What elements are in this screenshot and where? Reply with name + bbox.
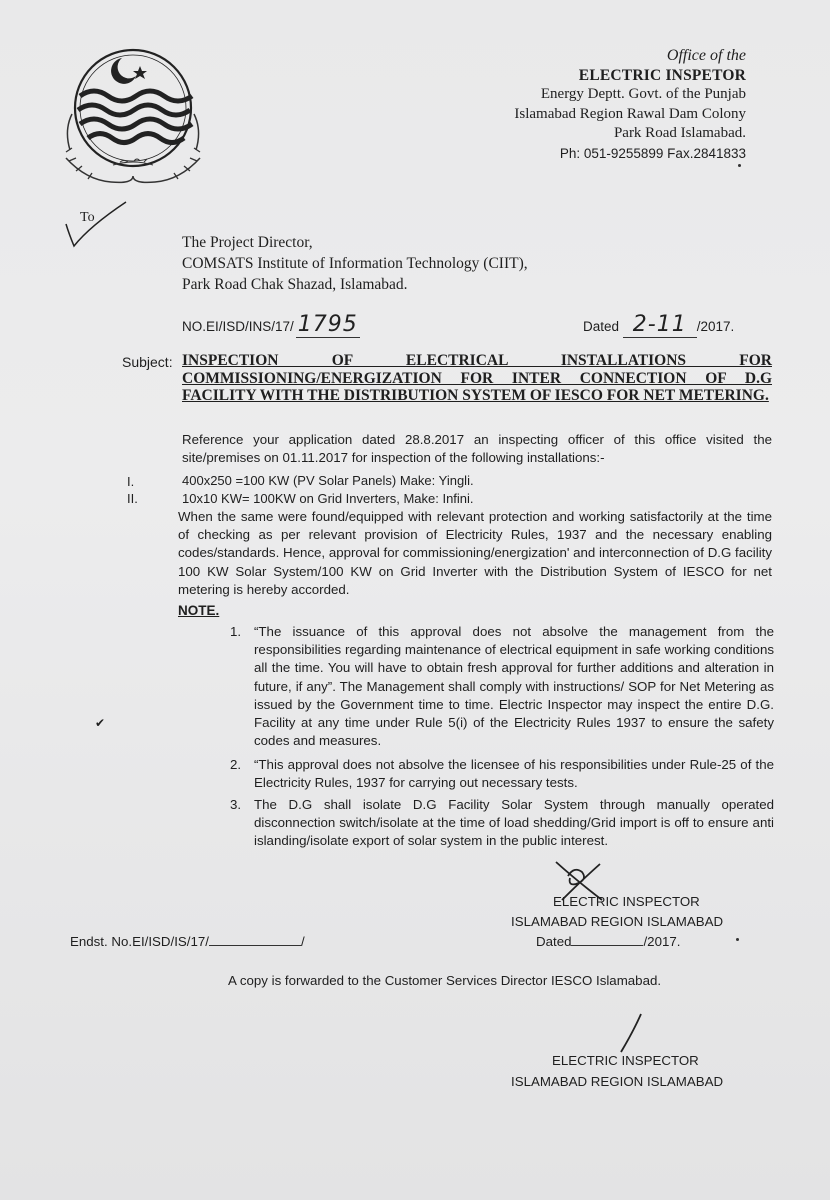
margin-tick-mark: ✔ [95,716,106,730]
addressee-line-2: COMSATS Institute of Information Technology (CIIT), [182,255,528,272]
installation-number: II. [127,491,138,506]
office-phone: Ph: 051-9255899 Fax.2841833 [559,145,746,161]
addressee-line-3: Park Road Chak Shazad, Islamabad. [182,276,408,293]
addressee-line-1: The Project Director, [182,234,313,251]
endorsement-prefix: Endst. No.EI/ISD/IS/17/ [70,934,209,949]
endorsement-suffix: / [300,934,305,949]
reference-prefix: NO.EI/ISD/INS/17/ [182,319,294,334]
note-number: 2. [230,757,242,772]
note-item: “The issuance of this approval does not absolve the management from the responsibilities regarding maintenance of electrical equipment in safe working conditions all the time. You will have to obtain fresh approval for further additions and alteration in future, if any”. The Management shall comply with instructions/ SOP for Net Metering as issued by the Government time to time. Electric Inspector may inspect the entire D.G. Facility at any time under Rule 5(i) of the Electricity Rules 1937 to ensure the safety codes and measures. [254,624,774,749]
signatory-title: ELECTRIC INSPECTOR [553,894,700,909]
office-title: ELECTRIC INSPETOR [578,66,746,84]
office-line-4: Islamabad Region Rawal Dam Colony [514,105,746,122]
installation-item: 10x10 KW= 100KW on Grid Inverters, Make: Infini. [182,491,474,506]
installation-item: 400x250 =100 KW (PV Solar Panels) Make: Yingli. [182,473,474,488]
ink-dot [736,938,739,941]
signature-year: /2017. [643,934,681,949]
signatory-region: ISLAMABAD REGION ISLAMABAD [511,1074,724,1089]
checkmark-icon [62,198,132,250]
note-number: 1. [230,624,242,639]
signatory-title: ELECTRIC INSPECTOR [552,1053,699,1068]
dated-label: Dated [583,319,620,334]
office-line-1: Office of the [666,47,746,64]
signature-date [536,933,680,949]
office-line-5: Park Road Islamabad. [613,125,746,141]
to-label: To [80,210,95,225]
signature-dated-label: Dated [536,934,572,949]
handwritten-date: 2-11 [623,312,697,338]
office-line-3: Energy Deptt. Govt. of the Punjab [540,86,746,102]
note-item: The D.G shall isolate D.G Facility Solar System through manually operated disconnection switch/isolate at the time of load shedding/Grid import is off to ensure anti islanding/isolate export of solar system in the public interest. [254,797,774,849]
note-item: “This approval does not absolve the licensee of his responsibilities under Rule-25 of the Electricity Rules, 1937 for carrying out necessary tests. [254,757,774,791]
subject-label: Subject: [122,354,173,370]
note-label: NOTE. [178,603,220,618]
reference-date [583,312,734,338]
copy-forwarded-text: A copy is forwarded to the Customer Services Director IESCO Islamabad. [228,973,662,988]
endorsement-blank [209,933,301,946]
handwritten-number: 1795 [297,312,358,337]
reference-paragraph: Reference your application dated 28.8.2017 an inspecting officer of this office visited the site/premises on 01.11.2017 for inspection of the following installations:- [182,432,772,466]
ink-dot [738,164,741,167]
office-header [446,46,746,163]
subject-text: INSPECTION OF ELECTRICAL INSTALLATIONS FOR COMMISSIONING/ENERGIZATION FOR INTER CONNECTION OF D.G FACILITY WITH THE DISTRIBUTION SYSTEM OF IESCO FOR NET METERING. [182,352,772,404]
date-blank [571,933,643,946]
punjab-government-seal-icon [58,40,208,190]
date-year: /2017. [696,319,735,334]
signatory-region: ISLAMABAD REGION ISLAMABAD [511,914,724,929]
endorsement-number [70,933,305,949]
reference-number [182,312,360,338]
note-number: 3. [230,797,242,812]
signature-mark [615,1012,645,1054]
approval-paragraph: When the same were found/equipped with relevant protection and working satisfactorily at the time of checking as per relevant provision of Electricity Rules, 1937 and the necessary enabling codes/standards. Hence, approval for commissioning/energization' and interconnection of D.G facility 100 KW Solar System/100 KW on Grid Inverter with the Distribution System of IESCO for net metering is hereby accorded. [178,509,772,597]
installation-number: I. [127,474,135,489]
addressee-block [182,232,528,295]
